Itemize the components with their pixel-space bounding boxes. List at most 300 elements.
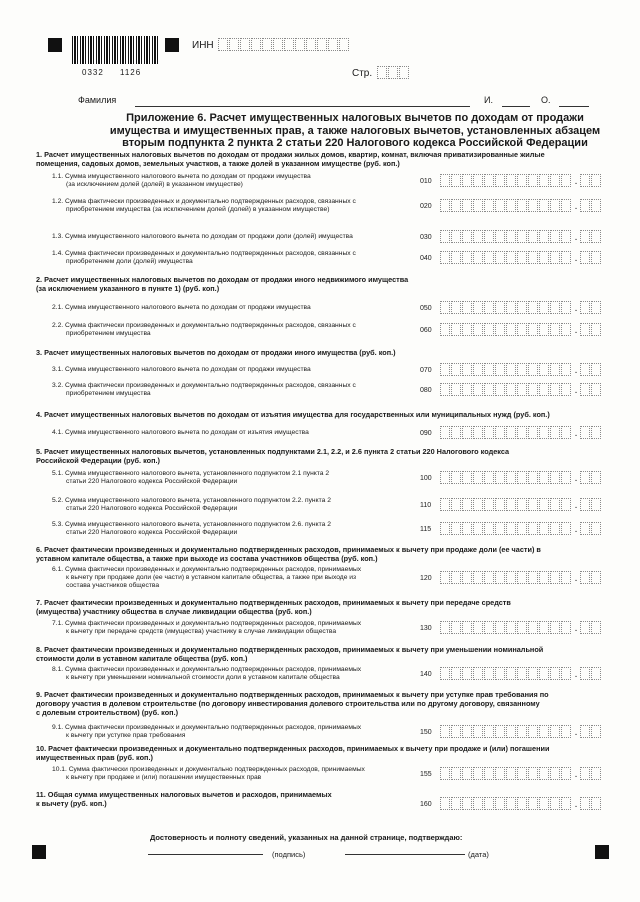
digit-cell[interactable] <box>517 621 527 634</box>
digit-cell[interactable] <box>550 621 560 634</box>
digit-cell[interactable] <box>591 174 601 187</box>
digit-cell[interactable] <box>495 363 505 376</box>
digit-cell[interactable] <box>473 471 483 484</box>
digit-cell[interactable] <box>440 174 450 187</box>
digit-cell[interactable] <box>561 230 571 243</box>
digit-cell[interactable] <box>484 363 494 376</box>
digit-cell[interactable] <box>440 797 450 810</box>
digit-cell[interactable] <box>517 471 527 484</box>
digit-cell[interactable] <box>528 498 538 511</box>
digit-cell[interactable] <box>506 471 516 484</box>
digit-cell[interactable] <box>580 301 590 314</box>
digit-cell[interactable] <box>550 725 560 738</box>
digit-cell[interactable] <box>484 571 494 584</box>
digit-cell[interactable] <box>517 767 527 780</box>
digit-cell[interactable] <box>440 301 450 314</box>
digit-cell[interactable] <box>440 426 450 439</box>
digit-cell[interactable] <box>462 522 472 535</box>
initial-i-field[interactable] <box>502 106 530 107</box>
digit-cell[interactable] <box>561 498 571 511</box>
digit-cell[interactable] <box>495 323 505 336</box>
digit-cell[interactable] <box>399 66 409 79</box>
digit-cell[interactable] <box>517 323 527 336</box>
digit-cell[interactable] <box>440 383 450 396</box>
digit-cell[interactable] <box>539 174 549 187</box>
initial-o-field[interactable] <box>559 106 589 107</box>
digit-cell[interactable] <box>580 667 590 680</box>
digit-cell[interactable] <box>506 498 516 511</box>
amount-input[interactable] <box>440 498 602 511</box>
amount-input[interactable] <box>440 323 602 336</box>
digit-cell[interactable] <box>440 199 450 212</box>
digit-cell[interactable] <box>484 301 494 314</box>
digit-cell[interactable] <box>484 230 494 243</box>
digit-cell[interactable] <box>484 621 494 634</box>
digit-cell[interactable] <box>528 199 538 212</box>
digit-cell[interactable] <box>473 667 483 680</box>
digit-cell[interactable] <box>580 174 590 187</box>
digit-cell[interactable] <box>440 498 450 511</box>
digit-cell[interactable] <box>580 363 590 376</box>
digit-cell[interactable] <box>580 199 590 212</box>
digit-cell[interactable] <box>262 38 272 51</box>
digit-cell[interactable] <box>218 38 228 51</box>
digit-cell[interactable] <box>495 301 505 314</box>
digit-cell[interactable] <box>561 767 571 780</box>
digit-cell[interactable] <box>528 522 538 535</box>
digit-cell[interactable] <box>539 667 549 680</box>
row-label <box>52 198 407 214</box>
digit-cell[interactable] <box>388 66 398 79</box>
digit-cell[interactable] <box>539 251 549 264</box>
inn-input[interactable] <box>218 38 350 51</box>
signature-field[interactable] <box>148 854 263 855</box>
digit-cell[interactable] <box>591 667 601 680</box>
surname-field[interactable] <box>135 106 470 107</box>
digit-cell[interactable] <box>495 383 505 396</box>
digit-cell[interactable] <box>440 522 450 535</box>
digit-cell[interactable] <box>451 199 461 212</box>
digit-cell[interactable] <box>473 383 483 396</box>
digit-cell[interactable] <box>495 571 505 584</box>
digit-cell[interactable] <box>517 667 527 680</box>
digit-cell[interactable] <box>506 174 516 187</box>
digit-cell[interactable] <box>462 251 472 264</box>
digit-cell[interactable] <box>539 621 549 634</box>
digit-cell[interactable] <box>539 767 549 780</box>
line-code: 130 <box>420 625 432 632</box>
digit-cell[interactable] <box>517 251 527 264</box>
amount-input[interactable] <box>440 767 602 780</box>
digit-cell[interactable] <box>473 230 483 243</box>
digit-cell[interactable] <box>462 323 472 336</box>
digit-cell[interactable] <box>550 571 560 584</box>
digit-cell[interactable] <box>539 363 549 376</box>
digit-cell[interactable] <box>440 621 450 634</box>
title-line: имущества и имущественных прав, а также налоговых вычетов, установленных абзацем <box>109 124 601 137</box>
amount-input[interactable] <box>440 174 602 187</box>
digit-cell[interactable] <box>440 323 450 336</box>
digit-cell[interactable] <box>484 251 494 264</box>
digit-cell[interactable] <box>473 797 483 810</box>
digit-cell[interactable] <box>473 498 483 511</box>
line-code: 070 <box>420 367 432 374</box>
digit-cell[interactable] <box>440 667 450 680</box>
digit-cell[interactable] <box>561 301 571 314</box>
digit-cell[interactable] <box>451 471 461 484</box>
digit-cell[interactable] <box>495 230 505 243</box>
amount-input[interactable] <box>440 522 602 535</box>
digit-cell[interactable] <box>561 571 571 584</box>
digit-cell[interactable] <box>591 301 601 314</box>
digit-cell[interactable] <box>561 383 571 396</box>
digit-cell[interactable] <box>528 667 538 680</box>
digit-cell[interactable] <box>251 38 261 51</box>
digit-cell[interactable] <box>484 522 494 535</box>
digit-cell[interactable] <box>451 725 461 738</box>
digit-cell[interactable] <box>550 667 560 680</box>
digit-cell[interactable] <box>462 174 472 187</box>
amount-input[interactable] <box>440 426 602 439</box>
digit-cell[interactable] <box>440 725 450 738</box>
amount-input[interactable] <box>440 230 602 243</box>
digit-cell[interactable] <box>440 471 450 484</box>
digit-cell[interactable] <box>528 621 538 634</box>
digit-cell[interactable] <box>462 797 472 810</box>
digit-cell[interactable] <box>451 174 461 187</box>
digit-cell[interactable] <box>561 471 571 484</box>
digit-cell[interactable] <box>528 426 538 439</box>
digit-cell[interactable] <box>484 498 494 511</box>
digit-cell[interactable] <box>550 323 560 336</box>
digit-cell[interactable] <box>539 571 549 584</box>
digit-cell[interactable] <box>451 323 461 336</box>
digit-cell[interactable] <box>451 621 461 634</box>
digit-cell[interactable] <box>561 174 571 187</box>
digit-cell[interactable] <box>539 498 549 511</box>
digit-cell[interactable] <box>591 621 601 634</box>
digit-cell[interactable] <box>517 230 527 243</box>
digit-cell[interactable] <box>451 498 461 511</box>
digit-cell[interactable] <box>440 571 450 584</box>
digit-cell[interactable] <box>295 38 305 51</box>
digit-cell[interactable] <box>451 230 461 243</box>
digit-cell[interactable] <box>561 323 571 336</box>
digit-cell[interactable] <box>484 426 494 439</box>
digit-cell[interactable] <box>506 199 516 212</box>
digit-cell[interactable] <box>484 383 494 396</box>
digit-cell[interactable] <box>517 797 527 810</box>
digit-cell[interactable] <box>561 199 571 212</box>
digit-cell[interactable] <box>506 667 516 680</box>
digit-cell[interactable] <box>528 797 538 810</box>
digit-cell[interactable] <box>506 767 516 780</box>
digit-cell[interactable] <box>517 426 527 439</box>
digit-cell[interactable] <box>462 230 472 243</box>
digit-cell[interactable] <box>377 66 387 79</box>
digit-cell[interactable] <box>462 383 472 396</box>
digit-cell[interactable] <box>495 426 505 439</box>
digit-cell[interactable] <box>484 323 494 336</box>
digit-cell[interactable] <box>506 383 516 396</box>
digit-cell[interactable] <box>550 797 560 810</box>
digit-cell[interactable] <box>528 323 538 336</box>
digit-cell[interactable] <box>451 383 461 396</box>
digit-cell[interactable] <box>517 571 527 584</box>
digit-cell[interactable] <box>517 725 527 738</box>
digit-cell[interactable] <box>451 522 461 535</box>
digit-cell[interactable] <box>580 251 590 264</box>
digit-cell[interactable] <box>440 363 450 376</box>
initial-i-label: И. <box>484 95 493 105</box>
digit-cell[interactable] <box>528 174 538 187</box>
digit-cell[interactable] <box>473 621 483 634</box>
digit-cell[interactable] <box>539 199 549 212</box>
digit-cell[interactable] <box>591 199 601 212</box>
digit-cell[interactable] <box>484 667 494 680</box>
digit-cell[interactable] <box>506 301 516 314</box>
digit-cell[interactable] <box>462 426 472 439</box>
digit-cell[interactable] <box>506 230 516 243</box>
digit-cell[interactable] <box>484 725 494 738</box>
digit-cell[interactable] <box>561 522 571 535</box>
digit-cell[interactable] <box>550 174 560 187</box>
digit-cell[interactable] <box>517 174 527 187</box>
digit-cell[interactable] <box>591 471 601 484</box>
digit-cell[interactable] <box>495 199 505 212</box>
digit-cell[interactable] <box>462 667 472 680</box>
digit-cell[interactable] <box>495 471 505 484</box>
digit-cell[interactable] <box>473 767 483 780</box>
digit-cell[interactable] <box>462 767 472 780</box>
digit-cell[interactable] <box>580 571 590 584</box>
digit-cell[interactable] <box>240 38 250 51</box>
amount-input[interactable] <box>440 725 602 738</box>
digit-cell[interactable] <box>539 797 549 810</box>
digit-cell[interactable] <box>550 199 560 212</box>
digit-cell[interactable] <box>561 621 571 634</box>
digit-cell[interactable] <box>451 251 461 264</box>
digit-cell[interactable] <box>539 725 549 738</box>
digit-cell[interactable] <box>495 767 505 780</box>
digit-cell[interactable] <box>517 522 527 535</box>
digit-cell[interactable] <box>539 301 549 314</box>
digit-cell[interactable] <box>539 230 549 243</box>
digit-cell[interactable] <box>539 383 549 396</box>
digit-cell[interactable] <box>528 363 538 376</box>
digit-cell[interactable] <box>506 251 516 264</box>
digit-cell[interactable] <box>317 38 327 51</box>
digit-cell[interactable] <box>550 767 560 780</box>
digit-cell[interactable] <box>591 251 601 264</box>
digit-cell[interactable] <box>495 621 505 634</box>
digit-cell[interactable] <box>506 522 516 535</box>
digit-cell[interactable] <box>506 426 516 439</box>
digit-cell[interactable] <box>495 667 505 680</box>
row-label-line: к вычету при уступке прав требования <box>66 732 186 739</box>
digit-cell[interactable] <box>328 38 338 51</box>
digit-cell[interactable] <box>591 725 601 738</box>
digit-cell[interactable] <box>591 230 601 243</box>
digit-cell[interactable] <box>451 301 461 314</box>
digit-cell[interactable] <box>591 426 601 439</box>
digit-cell[interactable] <box>591 498 601 511</box>
digit-cell[interactable] <box>580 230 590 243</box>
digit-cell[interactable] <box>561 725 571 738</box>
digit-cell[interactable] <box>517 301 527 314</box>
digit-cell[interactable] <box>550 498 560 511</box>
digit-cell[interactable] <box>506 621 516 634</box>
digit-cell[interactable] <box>539 323 549 336</box>
digit-cell[interactable] <box>506 571 516 584</box>
digit-cell[interactable] <box>580 725 590 738</box>
amount-input[interactable] <box>440 301 602 314</box>
digit-cell[interactable] <box>506 797 516 810</box>
digit-cell[interactable] <box>580 767 590 780</box>
digit-cell[interactable] <box>229 38 239 51</box>
digit-cell[interactable] <box>528 767 538 780</box>
amount-input[interactable] <box>440 797 602 810</box>
digit-cell[interactable] <box>462 301 472 314</box>
digit-cell[interactable] <box>473 725 483 738</box>
digit-cell[interactable] <box>539 426 549 439</box>
digit-cell[interactable] <box>495 522 505 535</box>
digit-cell[interactable] <box>440 251 450 264</box>
digit-cell[interactable] <box>580 797 590 810</box>
digit-cell[interactable] <box>473 323 483 336</box>
digit-cell[interactable] <box>591 383 601 396</box>
digit-cell[interactable] <box>451 571 461 584</box>
digit-cell[interactable] <box>528 471 538 484</box>
digit-cell[interactable] <box>473 571 483 584</box>
digit-cell[interactable] <box>550 301 560 314</box>
digit-cell[interactable] <box>561 797 571 810</box>
digit-cell[interactable] <box>528 230 538 243</box>
digit-cell[interactable] <box>539 471 549 484</box>
digit-cell[interactable] <box>580 383 590 396</box>
digit-cell[interactable] <box>473 174 483 187</box>
digit-cell[interactable] <box>561 426 571 439</box>
digit-cell[interactable] <box>484 797 494 810</box>
digit-cell[interactable] <box>550 383 560 396</box>
digit-cell[interactable] <box>484 767 494 780</box>
digit-cell[interactable] <box>506 725 516 738</box>
digit-cell[interactable] <box>506 363 516 376</box>
digit-cell[interactable] <box>591 522 601 535</box>
digit-cell[interactable] <box>528 383 538 396</box>
digit-cell[interactable] <box>517 199 527 212</box>
digit-cell[interactable] <box>561 363 571 376</box>
amount-input[interactable] <box>440 251 602 264</box>
amount-input[interactable] <box>440 383 602 396</box>
digit-cell[interactable] <box>484 471 494 484</box>
digit-cell[interactable] <box>550 251 560 264</box>
page-number-input[interactable] <box>377 66 410 79</box>
digit-cell[interactable] <box>473 426 483 439</box>
digit-cell[interactable] <box>591 797 601 810</box>
digit-cell[interactable] <box>580 498 590 511</box>
digit-cell[interactable] <box>495 725 505 738</box>
digit-cell[interactable] <box>528 725 538 738</box>
digit-cell[interactable] <box>473 522 483 535</box>
digit-cell[interactable] <box>580 471 590 484</box>
date-field[interactable] <box>345 854 465 855</box>
digit-cell[interactable] <box>550 471 560 484</box>
digit-cell[interactable] <box>591 323 601 336</box>
digit-cell[interactable] <box>495 174 505 187</box>
digit-cell[interactable] <box>473 301 483 314</box>
amount-input[interactable] <box>440 571 602 584</box>
section-heading <box>36 150 611 168</box>
digit-cell[interactable] <box>473 251 483 264</box>
digit-cell[interactable] <box>580 522 590 535</box>
amount-input[interactable] <box>440 667 602 680</box>
amount-input[interactable] <box>440 363 602 376</box>
digit-cell[interactable] <box>591 767 601 780</box>
digit-cell[interactable] <box>306 38 316 51</box>
digit-cell[interactable] <box>462 363 472 376</box>
digit-cell[interactable] <box>591 363 601 376</box>
digit-cell[interactable] <box>462 571 472 584</box>
digit-cell[interactable] <box>550 426 560 439</box>
digit-cell[interactable] <box>473 363 483 376</box>
digit-cell[interactable] <box>273 38 283 51</box>
amount-input[interactable] <box>440 471 602 484</box>
digit-cell[interactable] <box>451 667 461 680</box>
digit-cell[interactable] <box>462 725 472 738</box>
digit-cell[interactable] <box>517 383 527 396</box>
amount-input[interactable] <box>440 199 602 212</box>
digit-cell[interactable] <box>284 38 294 51</box>
digit-cell[interactable] <box>440 767 450 780</box>
digit-cell[interactable] <box>451 767 461 780</box>
digit-cell[interactable] <box>462 471 472 484</box>
digit-cell[interactable] <box>561 667 571 680</box>
digit-cell[interactable] <box>473 199 483 212</box>
digit-cell[interactable] <box>484 199 494 212</box>
digit-cell[interactable] <box>495 797 505 810</box>
digit-cell[interactable] <box>517 498 527 511</box>
digit-cell[interactable] <box>550 230 560 243</box>
digit-cell[interactable] <box>528 301 538 314</box>
digit-cell[interactable] <box>561 251 571 264</box>
digit-cell[interactable] <box>550 522 560 535</box>
digit-cell[interactable] <box>591 571 601 584</box>
digit-cell[interactable] <box>528 571 538 584</box>
digit-cell[interactable] <box>462 621 472 634</box>
digit-cell[interactable] <box>451 426 461 439</box>
digit-cell[interactable] <box>580 323 590 336</box>
amount-input[interactable] <box>440 621 602 634</box>
digit-cell[interactable] <box>339 38 349 51</box>
digit-cell[interactable] <box>580 426 590 439</box>
digit-cell[interactable] <box>528 251 538 264</box>
digit-cell[interactable] <box>506 323 516 336</box>
digit-cell[interactable] <box>495 251 505 264</box>
digit-cell[interactable] <box>539 522 549 535</box>
digit-cell[interactable] <box>550 363 560 376</box>
digit-cell[interactable] <box>517 363 527 376</box>
digit-cell[interactable] <box>580 621 590 634</box>
digit-cell[interactable] <box>451 363 461 376</box>
digit-cell[interactable] <box>495 498 505 511</box>
digit-cell[interactable] <box>462 199 472 212</box>
digit-cell[interactable] <box>451 797 461 810</box>
digit-cell[interactable] <box>484 174 494 187</box>
digit-cell[interactable] <box>440 230 450 243</box>
digit-cell[interactable] <box>462 498 472 511</box>
decimal-point: . <box>574 623 578 634</box>
